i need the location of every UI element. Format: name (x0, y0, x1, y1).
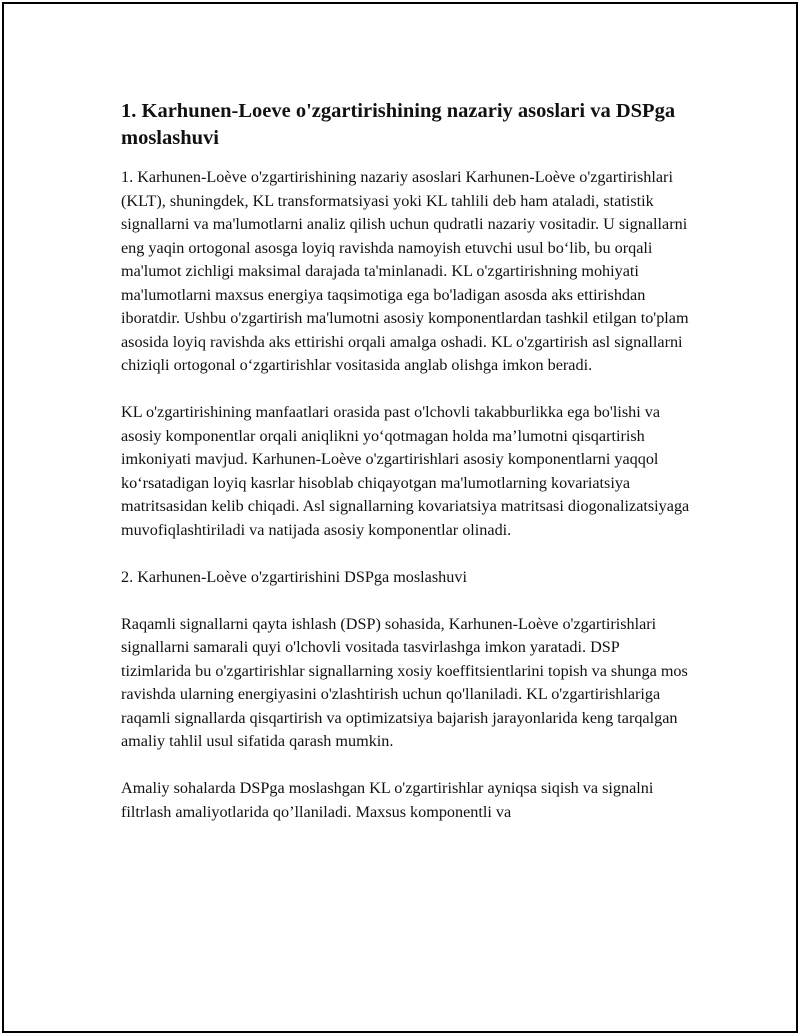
paragraph-klt-theory: 1. Karhunen-Loève o'zgartirishining nazariy asoslari Karhunen-Loève o'zgartirishlari (KLT), shuningdek, KL transformatsiyasi yoki KL tahlili deb ham ataladi, statistik signallarni va ma'lumotlarni analiz qilish uchun qudratli nazariy vositadir. U signallarni eng yaqin ortogonal asosga loyiq ravishda namoyish etuvchi usul bo‘lib, bu orqali ma'lumot zichligi maksimal darajada ta'minlanadi. KL o'zgartirishning mohiyati ma'lumotlarni maxsus energiya taqsimotiga ega bo'ladigan asosda aks ettirishdan iboratdir. Ushbu o'zgartirish ma'lumotni asosiy komponentlardan tashkil etilgan to'plam asosida loyiq ravishda aks ettirishi orqali amalga oshadi. KL o'zgartirish asl signallarni chiziqli ortogonal o‘zgartirishlar vositasida anglab olishga imkon beradi. (121, 168, 689, 374)
document-body (121, 98, 693, 848)
document-title: 1. Karhunen-Loeve o'zgartirishining nazariy asoslari va DSPga moslashuvi (121, 100, 676, 149)
paragraph-dsp-usage: Raqamli signallarni qayta ishlash (DSP) sohasida, Karhunen-Loève o'zgartirishlari signallarni samarali quyi o'lchovli vositada tasvirlashga imkon yaratadi. DSP tizimlarida bu o'zgartirishlar signallarning xosiy koeffitsientlarini topish va shunga mos ravishda ularning energiyasini o'zlashtirish uchun qo'llaniladi. KL o'zgartirishlariga raqamli signallarda qisqartirish va optimizatsiya bajarish jarayonlarida keng tarqalgan amaliy tahlil usul sifatida qarash mumkin. (121, 614, 688, 750)
paragraph-applied-areas: Amaliy sohalarda DSPga moslashgan KL o'zgartirishlar ayniqsa siqish va signalni filtrlash amaliyotlarida qo’llaniladi. Maxsus komponentli va (121, 779, 654, 821)
paragraph-klt-benefits: KL o'zgartirishining manfaatlari orasida past o'lchovli takabburlikka ega bo'lishi va asosiy komponentlar orqali aniqlikni yo‘qotmagan holda ma’lumotni qisqartirish imkoniyati mavjud. Karhunen-Loève o'zgartirishlari asosiy komponentlarni yaqqol ko‘rsatadigan loyiq kasrlar hisoblab chiqayotgan ma'lumotlarning kovariatsiya matritsasidan kelib chiqadi. Asl signallarning kovariatsiya matritsasi diogonalizatsiyaga muvofiqlashtiriladi va natijada asosiy komponentlar olinadi. (121, 403, 690, 539)
section-heading-dsp: 2. Karhunen-Loève o'zgartirishini DSPga moslashuvi (121, 567, 467, 586)
document-page (2, 2, 798, 1033)
